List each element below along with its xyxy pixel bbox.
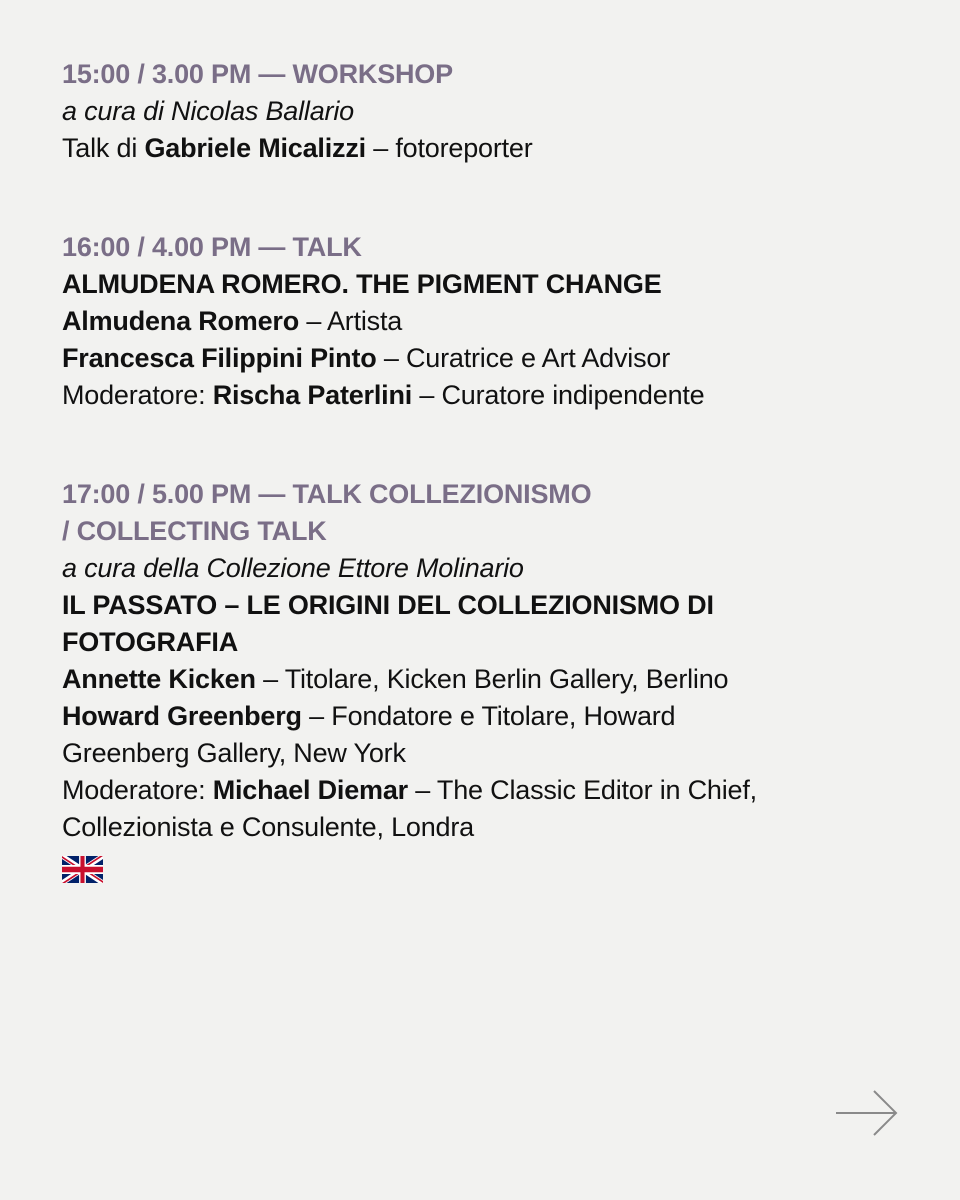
talk-speaker-line	[62, 340, 902, 377]
speaker-role: – Fondatore e Titolare, Howard	[309, 701, 676, 731]
moderator-name: Rischa Paterlini	[212, 380, 413, 410]
moderator-label: Moderatore:	[62, 380, 206, 410]
moderator-role-continued: Collezionista e Consulente, Londra	[62, 812, 474, 842]
speaker-role: – fotoreporter	[373, 133, 533, 163]
collecting-title-continued: FOTOGRAFIA	[62, 627, 238, 657]
collecting-title: IL PASSATO – LE ORIGINI DEL COLLEZIONISMO DI	[62, 590, 714, 620]
collecting-moderator-line	[62, 772, 902, 809]
schedule	[62, 56, 902, 883]
moderator-role: – The Classic Editor in Chief,	[415, 775, 757, 805]
collecting-talk-section	[62, 476, 902, 883]
talk-time-label: 16:00 / 4.00 PM — TALK	[62, 232, 362, 262]
speaker-role-continued: Greenberg Gallery, New York	[62, 738, 406, 768]
collecting-curator: a cura della Collezione Ettore Molinario	[62, 553, 524, 583]
workshop-speaker-line	[62, 130, 902, 167]
talk-speaker-line	[62, 303, 902, 340]
uk-flag-icon	[62, 856, 103, 883]
speaker-name: Annette Kicken	[62, 664, 256, 694]
talk-title: ALMUDENA ROMERO. THE PIGMENT CHANGE	[62, 269, 662, 299]
moderator-name: Michael Diemar	[212, 775, 408, 805]
arrow-right-icon[interactable]	[834, 1088, 900, 1138]
moderator-label: Moderatore:	[62, 775, 206, 805]
workshop-time-label: 15:00 / 3.00 PM — WORKSHOP	[62, 59, 453, 89]
talk-prefix: Talk di	[62, 133, 138, 163]
collecting-time-label-continued: / COLLECTING TALK	[62, 516, 327, 546]
collecting-speaker-line	[62, 661, 902, 698]
speaker-role: – Titolare, Kicken Berlin Gallery, Berlino	[263, 664, 729, 694]
talk-moderator-line	[62, 377, 902, 414]
speaker-name: Gabriele Micalizzi	[144, 133, 366, 163]
workshop-curator: a cura di Nicolas Ballario	[62, 96, 354, 126]
talk-section	[62, 229, 902, 414]
collecting-time-label: 17:00 / 5.00 PM — TALK COLLEZIONISMO	[62, 479, 592, 509]
moderator-role: – Curatore indipendente	[419, 380, 705, 410]
workshop-section	[62, 56, 902, 167]
speaker-role: – Artista	[306, 306, 403, 336]
speaker-name: Francesca Filippini Pinto	[62, 343, 377, 373]
speaker-name: Howard Greenberg	[62, 701, 302, 731]
collecting-speaker-line	[62, 698, 902, 735]
speaker-role: – Curatrice e Art Advisor	[383, 343, 670, 373]
speaker-name: Almudena Romero	[62, 306, 300, 336]
